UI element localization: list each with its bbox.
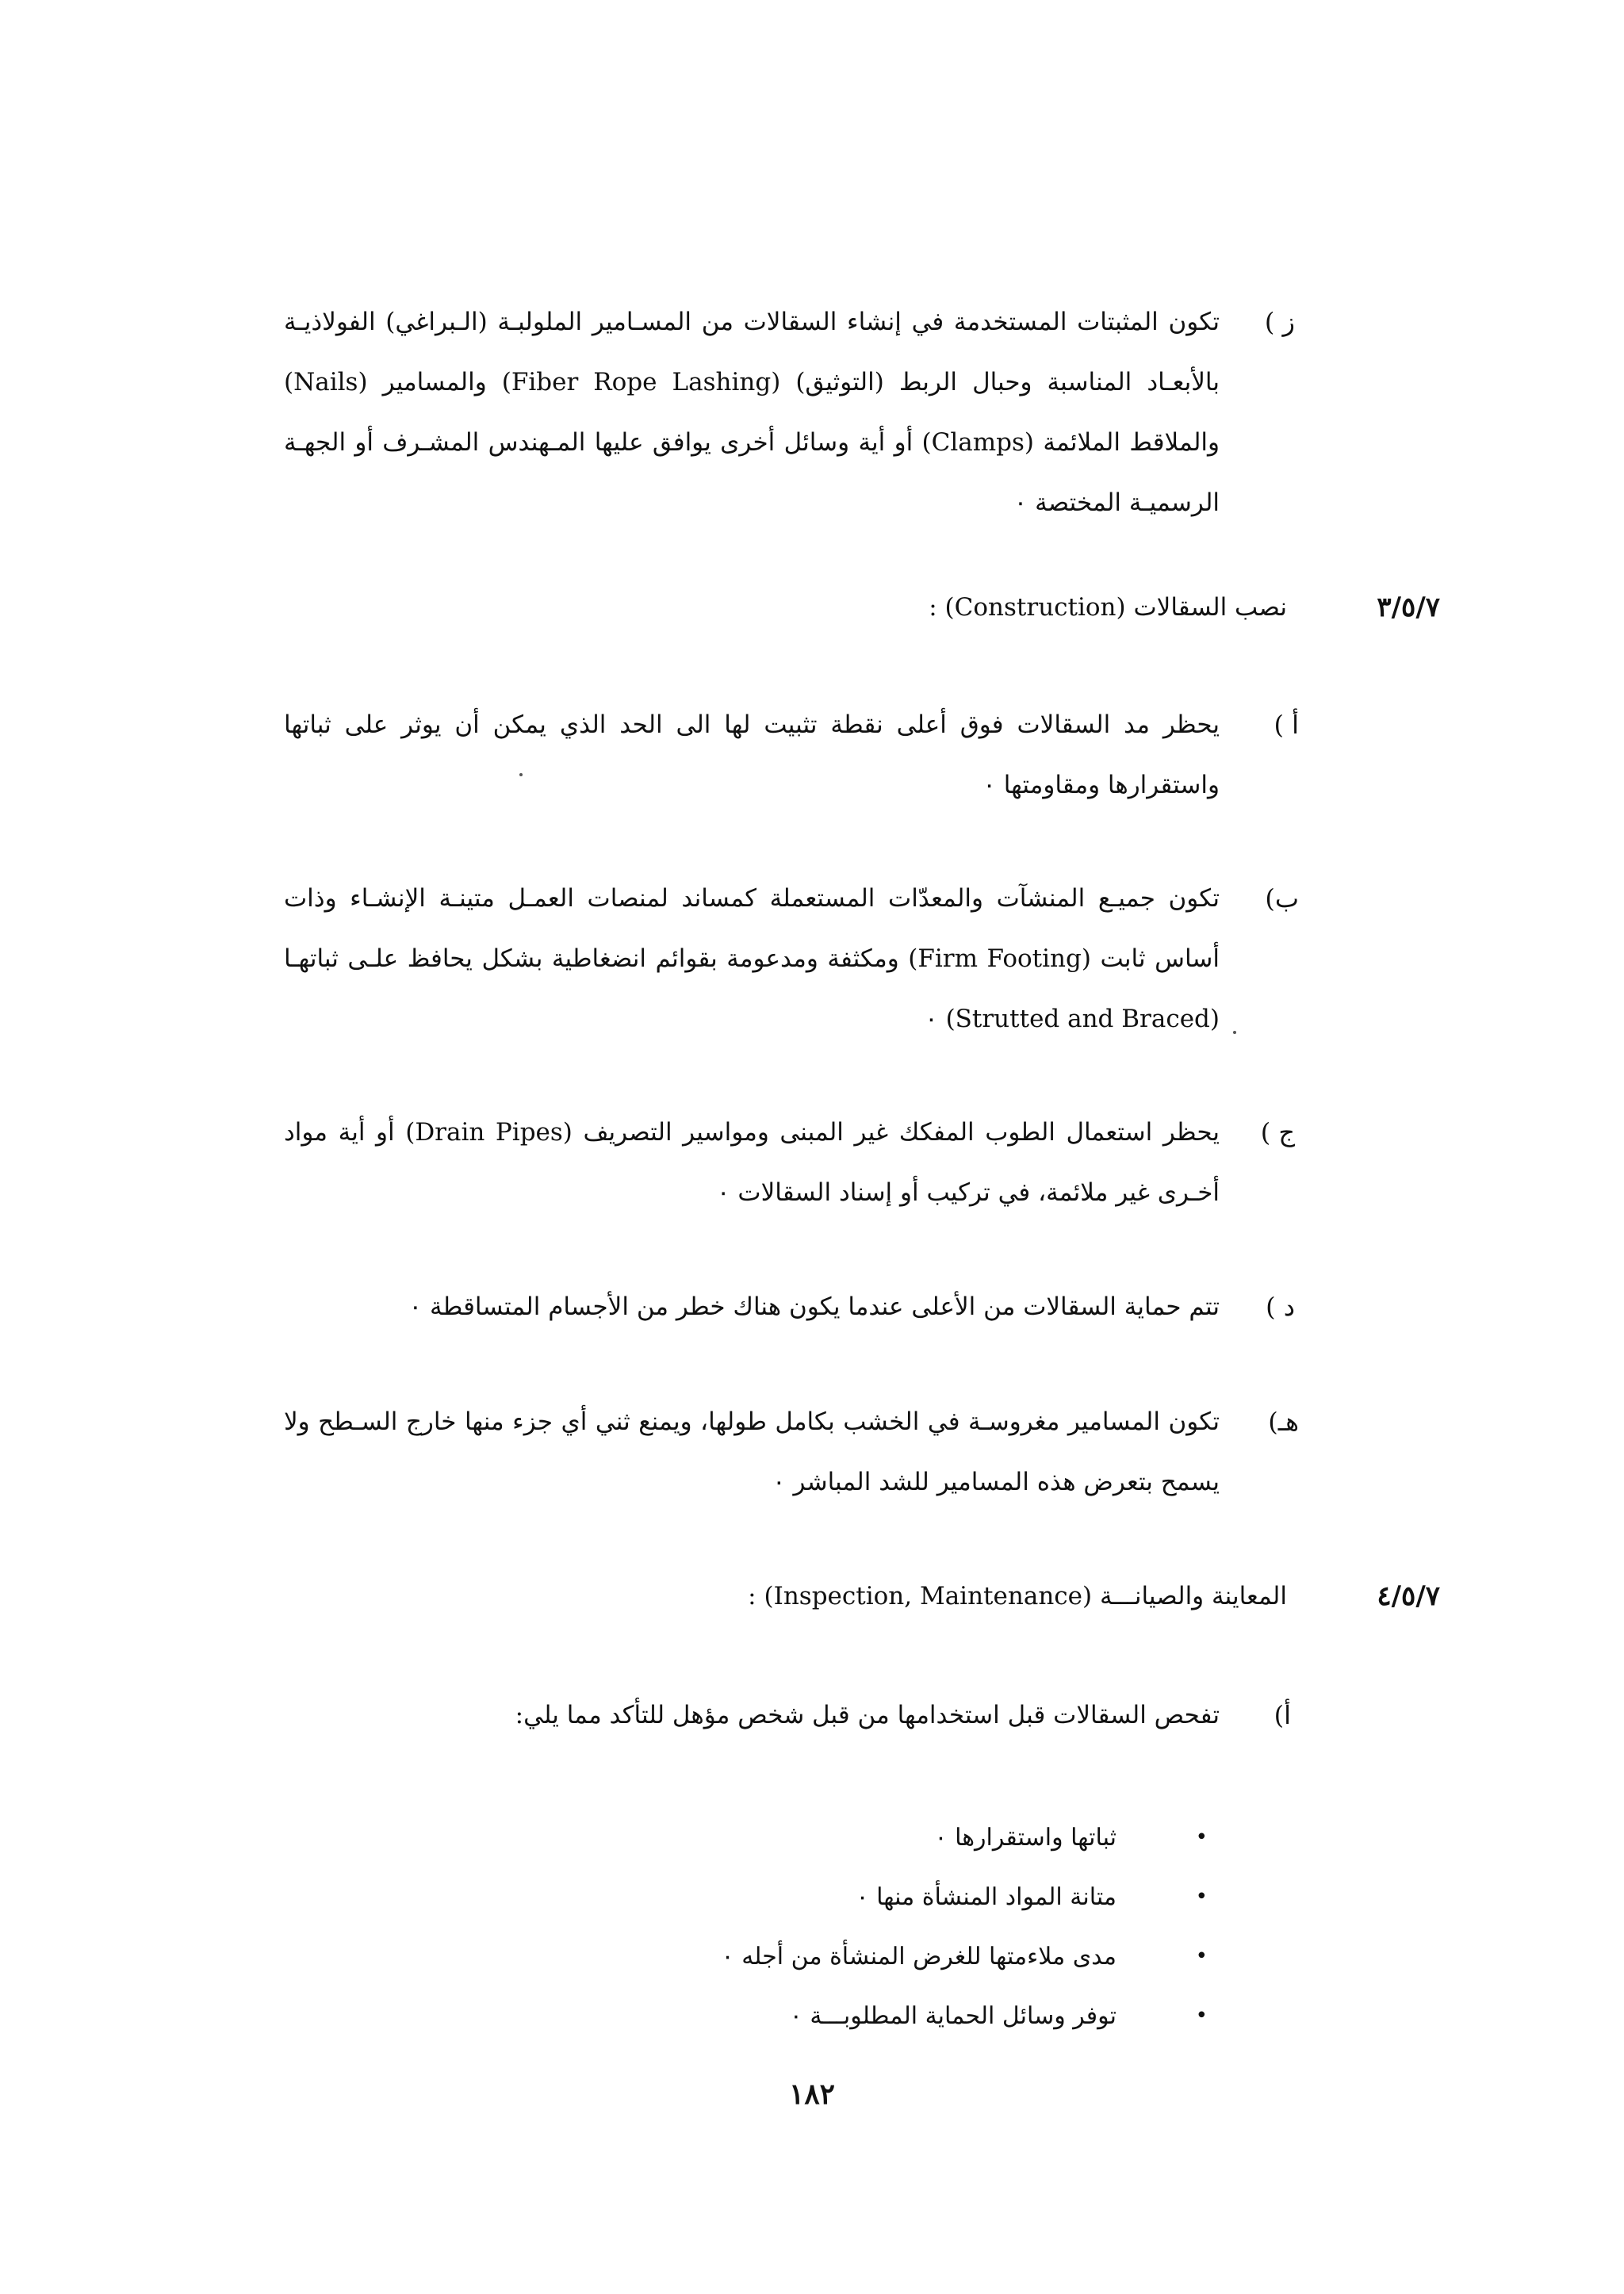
page-number: ١٨٢	[788, 2078, 835, 2111]
list-item-text: توفر وسائل الحماية المطلوبـــة ٠	[789, 2002, 1116, 2030]
bullet-icon: •	[1195, 1944, 1208, 1968]
section-3-title: نصب السقالات (Construction) :	[929, 593, 1287, 622]
list-item-text: ثباتها واستقرارها ٠	[934, 1824, 1116, 1852]
inspection-item-a-text: تفحص السقالات قبل استخدامها من قبل شخص مؤهل للتأكد مما يلي:	[515, 1701, 1220, 1729]
item-e-marker: هـ)	[1268, 1407, 1299, 1437]
list-item-text: متانة المواد المنشأة منها ٠	[856, 1883, 1116, 1911]
inspection-item-a-marker: أ)	[1274, 1700, 1291, 1730]
section-4-number: ٤/٥/٧	[1377, 1580, 1440, 1612]
scan-speck	[519, 773, 523, 776]
bullet-icon: •	[1195, 2004, 1208, 2028]
item-b-text: تكون جميـع المنشآت والمعدّات المستعملة كمساند لمنصات العمـل متينـة الإنشـاء وذات أساس ثابت (Firm Footing) ومكثفة ومدعومة بقوائم انضغاطية بشكل يحافظ علـى ثباتهـا (Strutted and Braced) ٠	[284, 884, 1220, 1033]
inspection-checklist	[415, 1808, 1208, 2046]
item-c-text: يحظر استعمال الطوب المفكك غير المبنى ومواسير التصريف (Drain Pipes) أو أية مواد أخـرى غير ملائمة، في تركيب أو إسناد السقالات ٠	[284, 1118, 1220, 1207]
bullet-icon: •	[1195, 1885, 1208, 1909]
scan-speck	[1233, 1031, 1236, 1034]
item-d-marker: د )	[1266, 1292, 1295, 1322]
item-a-text: يحظر مد السقالات فوق أعلى نقطة تثبيت لها الى الحد الذي يمكن أن يوثر على ثباتها واستقرارها ومقاومتها ٠	[284, 710, 1220, 799]
item-d-text: تتم حماية السقالات من الأعلى عندما يكون هناك خطر من الأجسام المتساقطة ٠	[408, 1293, 1220, 1321]
item-c-marker: ج )	[1260, 1117, 1295, 1147]
section-3-number: ٣/٥/٧	[1377, 592, 1440, 623]
item-e-text: تكون المسامير مغروسـة في الخشب بكامل طولها، ويمنع ثني أي جزء منها خارج السـطح ولا يسمح بتعرض هذه المسامير للشد المباشر ٠	[284, 1407, 1220, 1496]
section-4-title: المعاينة والصيانـــة (Inspection, Maintenance) :	[748, 1582, 1287, 1610]
list-item	[415, 1808, 1208, 1867]
list-item	[415, 1986, 1208, 2046]
bullet-icon: •	[1195, 1825, 1208, 1849]
list-item	[415, 1927, 1208, 1986]
item-z-text: تكون المثبتات المستخدمة في إنشاء السقالات من المسـامير الملولبـة (الـبراغي) الفولاذيـة بالأبعـاد المناسبة وحبال الربط (التوثيق) (Fiber Rope Lashing) والمسامير (Nails) والملاقط الملائمة (Clamps) أو أية وسائل أخرى يوافق عليها المـهندس المشـرف أو الجهـة الرسميـة المختصة ٠	[284, 308, 1220, 517]
item-z-marker: ز )	[1264, 307, 1295, 337]
item-b-marker: ب)	[1265, 883, 1299, 913]
list-item-text: مدى ملاءمتها للغرض المنشأة من أجله ٠	[721, 1943, 1116, 1970]
list-item	[415, 1867, 1208, 1927]
item-a-marker: أ )	[1274, 710, 1299, 740]
